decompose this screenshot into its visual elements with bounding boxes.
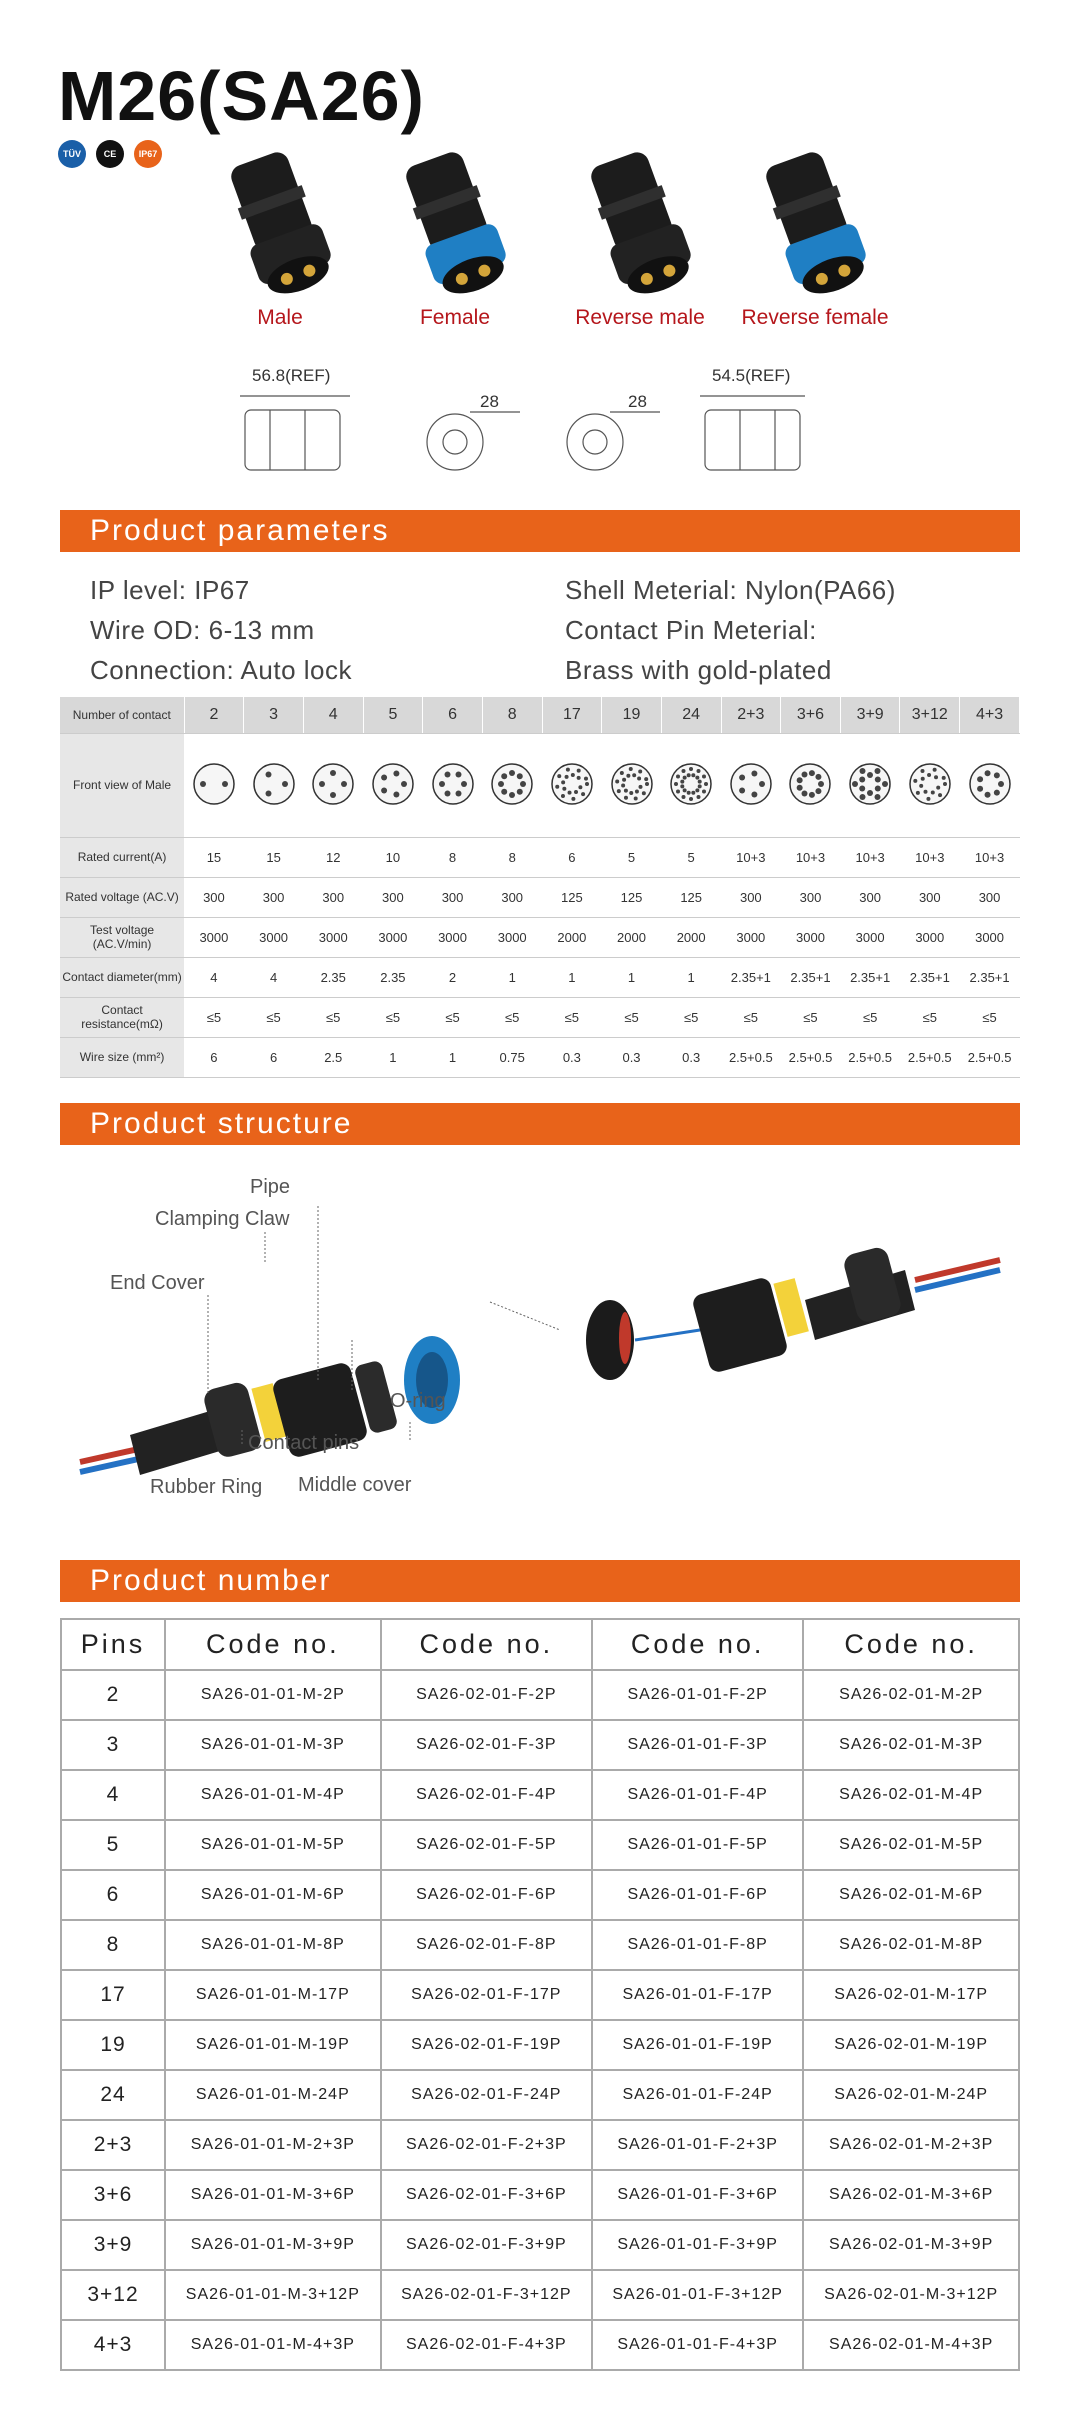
table-row — [61, 1970, 1019, 2020]
product-card — [195, 150, 365, 330]
code-cell: SA26-02-01-M-5P — [803, 1820, 1019, 1870]
connector-icon — [745, 150, 885, 300]
spec-cell: 300 — [184, 877, 244, 917]
pin-layout-icon — [423, 733, 483, 837]
spec-cell: 300 — [363, 877, 423, 917]
spec-cell: 3000 — [244, 917, 304, 957]
ip67-icon: IP67 — [134, 140, 162, 168]
product-card — [555, 150, 725, 330]
spec-row-resistance — [60, 997, 1020, 1037]
spec-cell: 125 — [661, 877, 721, 917]
spec-row-wire — [60, 1037, 1020, 1077]
code-cell: SA26-01-01-M-2P — [165, 1670, 381, 1720]
ce-icon: CE — [96, 140, 124, 168]
code-cell: SA26-01-01-F-5P — [592, 1820, 803, 1870]
product-label: Male — [257, 306, 303, 329]
table-row — [61, 1820, 1019, 1870]
code-cell: SA26-02-01-M-4P — [803, 1770, 1019, 1820]
code-cell: SA26-02-01-F-19P — [381, 2020, 592, 2070]
param-line: Connection: Auto lock — [90, 655, 352, 685]
spec-row-label: Contact resistance(mΩ) — [60, 997, 184, 1037]
product-label: Female — [419, 306, 491, 329]
label-o-ring: O-ring — [390, 1390, 446, 1412]
spec-cell: 1 — [542, 957, 602, 997]
code-cell: SA26-02-01-M-6P — [803, 1870, 1019, 1920]
spec-cell: 6 — [423, 697, 483, 733]
spec-cell: 8 — [482, 697, 542, 733]
code-cell: SA26-01-01-M-3+6P — [165, 2170, 381, 2220]
spec-cell: 3000 — [184, 917, 244, 957]
spec-cell: 2 — [184, 697, 244, 733]
code-cell: SA26-02-01-M-2+3P — [803, 2120, 1019, 2170]
spec-row-label: Rated voltage (AC.V) — [60, 877, 184, 917]
tuv-icon: TÜV — [58, 140, 86, 168]
spec-cell: 4 — [184, 957, 244, 997]
spec-cell: 6 — [184, 1037, 244, 1077]
section-header-number: Product number — [60, 1560, 1020, 1602]
spec-cell: 0.3 — [602, 1037, 662, 1077]
param-line: Brass with gold-plated — [565, 655, 832, 685]
code-cell: SA26-02-01-F-3+12P — [381, 2270, 592, 2320]
connector-icon — [385, 150, 525, 300]
spec-cell: 5 — [363, 697, 423, 733]
pin-layout-icon — [840, 733, 900, 837]
section-header-params: Product parameters — [60, 510, 1020, 552]
code-cell: SA26-01-01-F-3P — [592, 1720, 803, 1770]
code-cell: SA26-01-01-F-4+3P — [592, 2320, 803, 2370]
spec-cell: 17 — [542, 697, 602, 733]
code-cell: SA26-02-01-F-17P — [381, 1970, 592, 2020]
pin-layout-icon — [244, 733, 304, 837]
code-cell: SA26-02-01-F-4P — [381, 1770, 592, 1820]
spec-cell: 2.5 — [303, 1037, 363, 1077]
pn-header-cell: Code no. — [165, 1619, 381, 1670]
code-cell: SA26-01-01-M-4+3P — [165, 2320, 381, 2370]
page-title: M26(SA26) — [58, 57, 425, 135]
code-cell: SA26-01-01-F-24P — [592, 2070, 803, 2120]
code-cell: SA26-02-01-F-3P — [381, 1720, 592, 1770]
spec-cell: 300 — [781, 877, 841, 917]
spec-cell: 3+9 — [840, 697, 900, 733]
table-row — [61, 2320, 1019, 2370]
connector-icon — [570, 150, 710, 300]
param-line: Wire OD: 6-13 mm — [90, 615, 315, 645]
spec-table — [60, 697, 1020, 1078]
code-cell: SA26-02-01-F-2P — [381, 1670, 592, 1720]
spec-cell: 2.35+1 — [721, 957, 781, 997]
spec-cell: 5 — [661, 837, 721, 877]
dim-right-length: 54.5(REF) — [712, 366, 791, 385]
spec-cell: 2.35 — [363, 957, 423, 997]
spec-cell: 10+3 — [721, 837, 781, 877]
table-row — [61, 2020, 1019, 2070]
spec-cell: 300 — [960, 877, 1020, 917]
spec-cell: 2.35+1 — [900, 957, 960, 997]
spec-cell: ≤5 — [840, 997, 900, 1037]
code-cell: SA26-01-01-M-6P — [165, 1870, 381, 1920]
pin-count-cell: 3+12 — [61, 2270, 165, 2320]
cert-icons — [58, 140, 162, 168]
table-row — [61, 1670, 1019, 1720]
spec-cell: 10+3 — [840, 837, 900, 877]
spec-cell: ≤5 — [363, 997, 423, 1037]
spec-cell: 8 — [423, 837, 483, 877]
spec-cell: 1 — [482, 957, 542, 997]
spec-cell: 1 — [661, 957, 721, 997]
pin-count-cell: 3+6 — [61, 2170, 165, 2220]
pin-layout-icon — [781, 733, 841, 837]
spec-cell: ≤5 — [542, 997, 602, 1037]
spec-row-current — [60, 837, 1020, 877]
table-row — [61, 2120, 1019, 2170]
code-cell: SA26-02-01-F-5P — [381, 1820, 592, 1870]
dim-left-diameter: 28 — [480, 392, 499, 411]
pn-header-cell: Code no. — [381, 1619, 592, 1670]
spec-cell: 300 — [303, 877, 363, 917]
spec-cell: 1 — [363, 1037, 423, 1077]
spec-cell: 2.5+0.5 — [721, 1037, 781, 1077]
spec-cell: 10+3 — [900, 837, 960, 877]
pn-header-cell: Code no. — [592, 1619, 803, 1670]
spec-cell: 2.5+0.5 — [840, 1037, 900, 1077]
table-row — [61, 2170, 1019, 2220]
code-cell: SA26-01-01-F-19P — [592, 2020, 803, 2070]
section-header-structure: Product structure — [60, 1103, 1020, 1145]
pin-layout-icon — [363, 733, 423, 837]
pin-layout-icon — [960, 733, 1020, 837]
spec-cell: 3000 — [721, 917, 781, 957]
spec-cell: 2 — [423, 957, 483, 997]
dimension-drawing-icon — [230, 370, 950, 490]
code-cell: SA26-01-01-F-6P — [592, 1870, 803, 1920]
code-cell: SA26-01-01-F-4P — [592, 1770, 803, 1820]
spec-row-label: Front view of Male — [60, 733, 184, 837]
pin-count-cell: 2+3 — [61, 2120, 165, 2170]
spec-cell: 1 — [602, 957, 662, 997]
code-cell: SA26-02-01-M-19P — [803, 2020, 1019, 2070]
code-cell: SA26-02-01-M-8P — [803, 1920, 1019, 1970]
pin-layout-icon — [542, 733, 602, 837]
connector-icon — [210, 150, 350, 300]
spec-cell: ≤5 — [423, 997, 483, 1037]
spec-cell: ≤5 — [721, 997, 781, 1037]
code-cell: SA26-01-01-F-8P — [592, 1920, 803, 1970]
table-row — [61, 1720, 1019, 1770]
code-cell: SA26-01-01-M-5P — [165, 1820, 381, 1870]
spec-cell: ≤5 — [602, 997, 662, 1037]
spec-cell: 8 — [482, 837, 542, 877]
code-cell: SA26-02-01-M-3+9P — [803, 2220, 1019, 2270]
spec-cell: 2.5+0.5 — [960, 1037, 1020, 1077]
pin-layout-icon — [602, 733, 662, 837]
label-end-cover: End Cover — [110, 1272, 205, 1294]
pn-header-row — [61, 1619, 1019, 1670]
spec-cell: 3000 — [781, 917, 841, 957]
spec-cell: 2.35+1 — [781, 957, 841, 997]
code-cell: SA26-02-01-M-17P — [803, 1970, 1019, 2020]
spec-cell: 3000 — [482, 917, 542, 957]
spec-cell: 19 — [602, 697, 662, 733]
pin-layout-icon — [482, 733, 542, 837]
spec-cell: 3+6 — [781, 697, 841, 733]
spec-cell: 125 — [542, 877, 602, 917]
spec-cell: 2+3 — [721, 697, 781, 733]
spec-cell: ≤5 — [900, 997, 960, 1037]
pin-layout-icon — [900, 733, 960, 837]
spec-cell: 10+3 — [781, 837, 841, 877]
code-cell: SA26-02-01-F-6P — [381, 1870, 592, 1920]
spec-cell: 3000 — [840, 917, 900, 957]
spec-cell: 4+3 — [960, 697, 1020, 733]
spec-cell: 300 — [482, 877, 542, 917]
product-gallery — [170, 150, 1030, 350]
code-cell: SA26-01-01-M-24P — [165, 2070, 381, 2120]
product-label: Reverse male — [575, 306, 705, 329]
code-cell: SA26-02-01-M-2P — [803, 1670, 1019, 1720]
spec-row-voltage — [60, 877, 1020, 917]
spec-cell: ≤5 — [661, 997, 721, 1037]
table-row — [61, 1920, 1019, 1970]
code-cell: SA26-01-01-F-3+9P — [592, 2220, 803, 2270]
pin-count-cell: 24 — [61, 2070, 165, 2120]
table-row — [61, 1870, 1019, 1920]
spec-cell: 2000 — [661, 917, 721, 957]
spec-cell: 300 — [244, 877, 304, 917]
spec-cell: 2.35+1 — [960, 957, 1020, 997]
structure-diagram — [60, 1176, 1020, 1530]
pin-count-cell: 3 — [61, 1720, 165, 1770]
spec-cell: 2000 — [602, 917, 662, 957]
dim-left-length: 56.8(REF) — [252, 366, 331, 385]
spec-cell: 2.35 — [303, 957, 363, 997]
label-pipe: Pipe — [250, 1176, 291, 1198]
spec-cell: ≤5 — [960, 997, 1020, 1037]
product-card — [730, 150, 900, 330]
label-rubber-ring: Rubber Ring — [150, 1476, 263, 1498]
spec-cell: 3000 — [303, 917, 363, 957]
table-row — [61, 1770, 1019, 1820]
pin-layout-icon — [184, 733, 244, 837]
label-contact-pins: Contact pins — [248, 1432, 360, 1454]
param-line: Contact Pin Meterial: — [565, 615, 817, 645]
pin-count-cell: 17 — [61, 1970, 165, 2020]
spec-cell: ≤5 — [244, 997, 304, 1037]
code-cell: SA26-02-01-M-24P — [803, 2070, 1019, 2120]
spec-cell: 10+3 — [960, 837, 1020, 877]
spec-cell: 3000 — [423, 917, 483, 957]
pin-count-cell: 6 — [61, 1870, 165, 1920]
code-cell: SA26-02-01-F-4+3P — [381, 2320, 592, 2370]
code-cell: SA26-02-01-M-3+6P — [803, 2170, 1019, 2220]
spec-cell: 0.3 — [542, 1037, 602, 1077]
param-line: IP level: IP67 — [90, 575, 250, 605]
code-cell: SA26-01-01-F-17P — [592, 1970, 803, 2020]
pn-header-cell: Pins — [61, 1619, 165, 1670]
code-cell: SA26-01-01-M-19P — [165, 2020, 381, 2070]
spec-cell: 3000 — [960, 917, 1020, 957]
spec-cell: 300 — [900, 877, 960, 917]
spec-cell: 2.35+1 — [840, 957, 900, 997]
spec-row-label: Contact diameter(mm) — [60, 957, 184, 997]
spec-cell: 12 — [303, 837, 363, 877]
code-cell: SA26-02-01-F-3+6P — [381, 2170, 592, 2220]
table-row — [61, 2220, 1019, 2270]
code-cell: SA26-01-01-F-3+6P — [592, 2170, 803, 2220]
pin-count-cell: 8 — [61, 1920, 165, 1970]
table-row — [61, 2270, 1019, 2320]
spec-row-label: Test voltage (AC.V/min) — [60, 917, 184, 957]
code-cell: SA26-01-01-M-2+3P — [165, 2120, 381, 2170]
table-row — [61, 2070, 1019, 2120]
code-cell: SA26-01-01-F-3+12P — [592, 2270, 803, 2320]
pin-count-cell: 19 — [61, 2020, 165, 2070]
spec-cell: 6 — [244, 1037, 304, 1077]
code-cell: SA26-01-01-F-2+3P — [592, 2120, 803, 2170]
pin-count-cell: 3+9 — [61, 2220, 165, 2270]
spec-cell: ≤5 — [781, 997, 841, 1037]
spec-cell: 15 — [244, 837, 304, 877]
spec-cell: ≤5 — [184, 997, 244, 1037]
spec-cell: 2.5+0.5 — [900, 1037, 960, 1077]
spec-row-label: Rated current(A) — [60, 837, 184, 877]
spec-cell: ≤5 — [482, 997, 542, 1037]
param-line: Shell Meterial: Nylon(PA66) — [565, 575, 896, 605]
pin-count-cell: 4+3 — [61, 2320, 165, 2370]
spec-cell: 300 — [840, 877, 900, 917]
pin-layout-icon — [303, 733, 363, 837]
spec-cell: 125 — [602, 877, 662, 917]
code-cell: SA26-02-01-F-8P — [381, 1920, 592, 1970]
pin-layout-icon — [721, 733, 781, 837]
spec-row-label: Wire size (mm²) — [60, 1037, 184, 1077]
spec-cell: ≤5 — [303, 997, 363, 1037]
code-cell: SA26-02-01-M-4+3P — [803, 2320, 1019, 2370]
product-number-table — [60, 1618, 1020, 2371]
code-cell: SA26-01-01-M-17P — [165, 1970, 381, 2020]
pin-count-cell: 4 — [61, 1770, 165, 1820]
spec-cell: 3000 — [363, 917, 423, 957]
spec-cell: 10 — [363, 837, 423, 877]
product-label: Reverse female — [741, 306, 889, 329]
code-cell: SA26-01-01-M-4P — [165, 1770, 381, 1820]
spec-cell: 4 — [303, 697, 363, 733]
spec-cell: 3+12 — [900, 697, 960, 733]
code-cell: SA26-02-01-M-3P — [803, 1720, 1019, 1770]
pn-header-cell: Code no. — [803, 1619, 1019, 1670]
code-cell: SA26-01-01-M-3P — [165, 1720, 381, 1770]
spec-cell: 2000 — [542, 917, 602, 957]
spec-cell: 0.3 — [661, 1037, 721, 1077]
spec-row-label: Number of contact — [60, 697, 184, 733]
code-cell: SA26-02-01-F-3+9P — [381, 2220, 592, 2270]
spec-cell: 0.75 — [482, 1037, 542, 1077]
spec-cell: 5 — [602, 837, 662, 877]
spec-cell: 300 — [721, 877, 781, 917]
product-card — [370, 150, 540, 330]
code-cell: SA26-01-01-M-8P — [165, 1920, 381, 1970]
code-cell: SA26-01-01-M-3+12P — [165, 2270, 381, 2320]
pin-count-cell: 2 — [61, 1670, 165, 1720]
code-cell: SA26-02-01-M-3+12P — [803, 2270, 1019, 2320]
dim-right-diameter: 28 — [628, 392, 647, 411]
spec-row-diameter — [60, 957, 1020, 997]
code-cell: SA26-01-01-F-2P — [592, 1670, 803, 1720]
spec-row-test — [60, 917, 1020, 957]
spec-cell: 15 — [184, 837, 244, 877]
pin-layout-icon — [661, 733, 721, 837]
label-clamping-claw: Clamping Claw — [155, 1208, 290, 1230]
spec-cell: 3000 — [900, 917, 960, 957]
code-cell: SA26-01-01-M-3+9P — [165, 2220, 381, 2270]
spec-cell: 1 — [423, 1037, 483, 1077]
spec-cell: 2.5+0.5 — [781, 1037, 841, 1077]
spec-cell: 300 — [423, 877, 483, 917]
spec-cell: 24 — [661, 697, 721, 733]
spec-row-front — [60, 733, 1020, 837]
code-cell: SA26-02-01-F-24P — [381, 2070, 592, 2120]
dimension-drawings — [230, 366, 950, 490]
spec-cell: 4 — [244, 957, 304, 997]
pin-count-cell: 5 — [61, 1820, 165, 1870]
spec-cell: 3 — [244, 697, 304, 733]
spec-cell: 6 — [542, 837, 602, 877]
code-cell: SA26-02-01-F-2+3P — [381, 2120, 592, 2170]
label-middle-cover: Middle cover — [298, 1474, 412, 1496]
spec-row-contacts — [60, 697, 1020, 733]
